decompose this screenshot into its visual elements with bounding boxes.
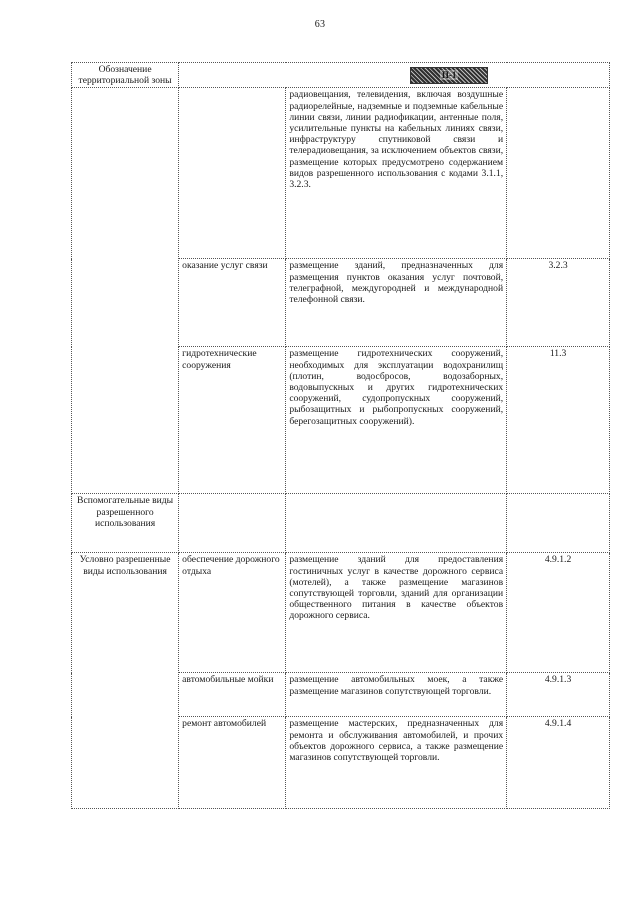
category-cell: Вспомогательные виды разрешенного использования: [72, 494, 179, 553]
description-cell: размещение гидротехнических сооружений, необходимых для эксплуатации водохранилищ (плотин, водосбросов, водозаборных, водовыпускных и других гидротехнических сооружений, судопропускных сооружений, рыбозащитных и рыбопропускных сооружений, берегозащитных сооружений).: [286, 347, 507, 494]
code-cell: [507, 494, 610, 553]
description-cell: размещение мастерских, предназначенных для ремонта и обслуживания автомобилей, и прочих объектов дорожного сервиса, а также размещение магазинов сопутствующей торговли.: [286, 717, 507, 809]
name-cell: гидротехнические сооружения: [179, 347, 286, 494]
description-cell: размещение зданий для предоставления гостиничных услуг в качестве дорожного сервиса (мотелей), а также размещение магазинов сопутствующей торговли, зданий для организации общественного питания в качестве объектов дорожного сервиса.: [286, 553, 507, 673]
table-header-row: [72, 63, 610, 88]
table-row: [72, 494, 610, 553]
table-row: [72, 553, 610, 673]
zone-code-cell: [179, 63, 610, 88]
code-cell: 4.9.1.3: [507, 673, 610, 717]
zone-label-cell: [72, 63, 179, 88]
code-cell: 4.9.1.4: [507, 717, 610, 809]
description-cell: размещение зданий, предназначенных для размещения пунктов оказания услуг почтовой, телеграфной, междугородней и международной телефонной связи.: [286, 259, 507, 347]
code-cell: [507, 88, 610, 259]
zone-label: Обозначение территориальной зоны: [78, 64, 172, 87]
name-cell: [179, 88, 286, 259]
code-cell: 11.3: [507, 347, 610, 494]
description-cell: радиовещания, телевидения, включая воздушные радиорелейные, надземные и подземные кабельные линии связи, линии радиофикации, антенные поля, усилительные пункты на кабельных линиях связи, инфраструктуру спутниковой связи и телерадиовещания, за исключением объектов связи, размещение которых предусмотрено содержанием видов разрешенного использования с кодами 3.1.1, 3.2.3.: [286, 88, 507, 259]
page-number: 63: [314, 19, 326, 30]
name-cell: ремонт автомобилей: [179, 717, 286, 809]
zone-code-badge: [410, 67, 488, 84]
name-cell: оказание услуг связи: [179, 259, 286, 347]
name-cell: [179, 494, 286, 553]
table-row: [72, 88, 610, 259]
category-cell: [72, 88, 179, 494]
zones-table: [71, 62, 610, 809]
description-cell: [286, 494, 507, 553]
description-cell: размещение автомобильных моек, а также размещение магазинов сопутствующей торговли.: [286, 673, 507, 717]
name-cell: автомобильные мойки: [179, 673, 286, 717]
category-cell: Условно разрешенные виды использования: [72, 553, 179, 809]
code-cell: 3.2.3: [507, 259, 610, 347]
name-cell: обеспечение дорожного отдыха: [179, 553, 286, 673]
code-cell: 4.9.1.2: [507, 553, 610, 673]
zone-code: П-1: [441, 69, 457, 80]
